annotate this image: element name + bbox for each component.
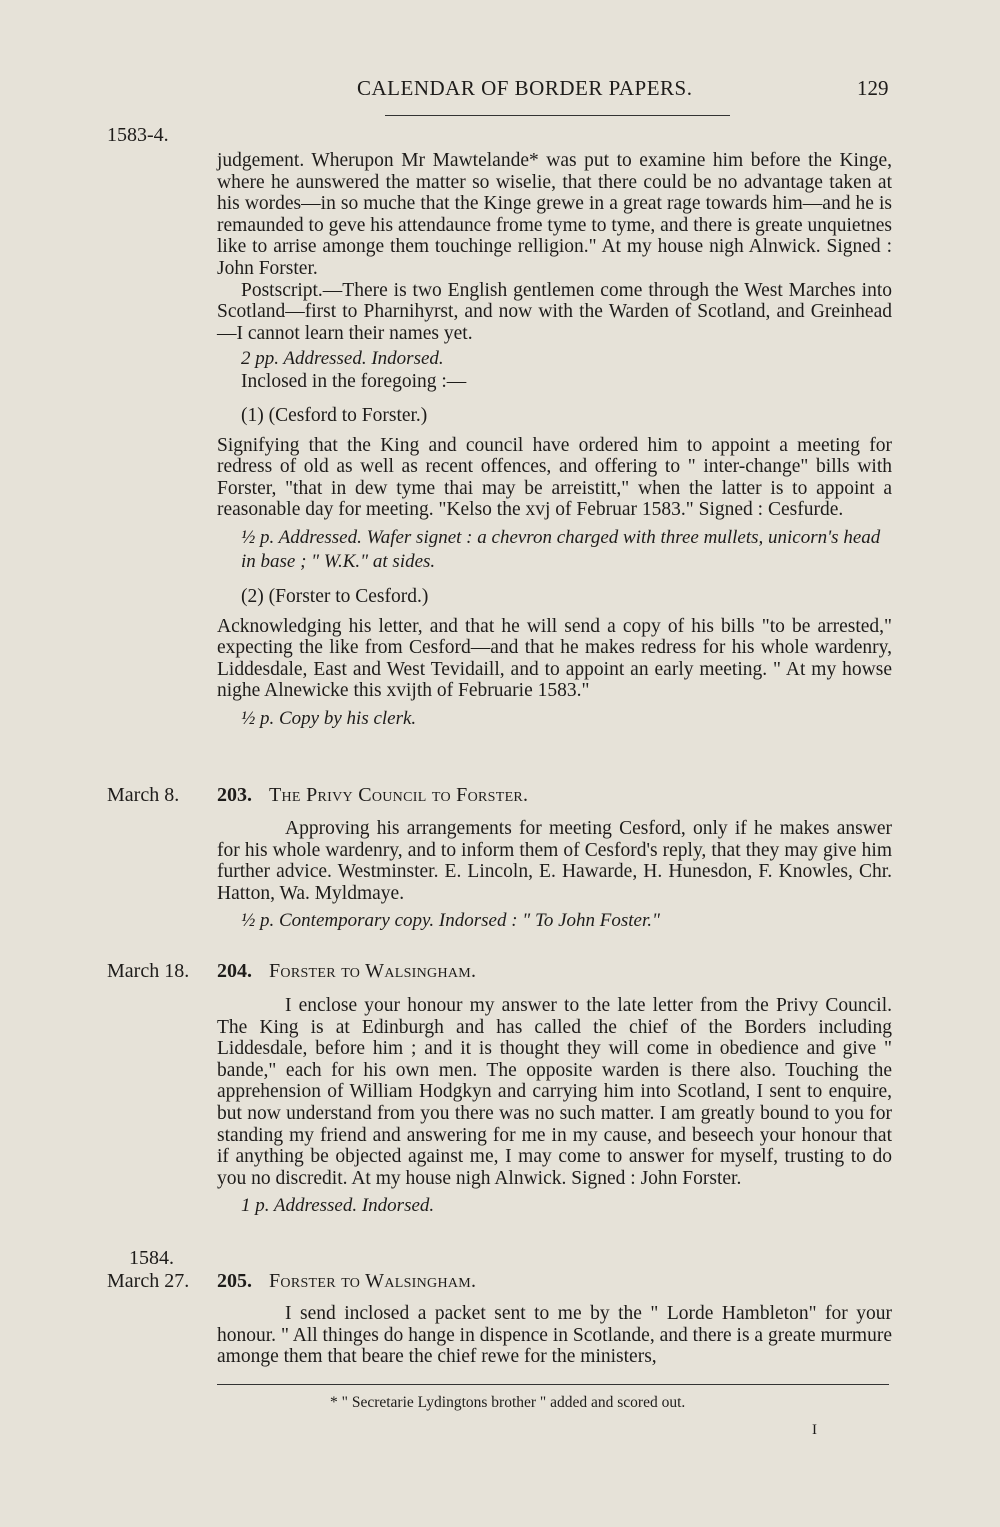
document-note: ½ p. Copy by his clerk.	[241, 707, 417, 729]
margin-year-1584: 1584.	[129, 1247, 174, 1269]
document-note: ½ p. Addressed. Wafer signet : a chevron charged with three mullets, unicorn's head in base ; " W.K." at sides.	[241, 526, 881, 572]
margin-date-205: March 27.	[107, 1270, 190, 1292]
entry-heading-203	[217, 784, 528, 807]
entry-body-205	[217, 1303, 892, 1368]
inclosure-label: Inclosed in the foregoing :—	[241, 371, 467, 393]
entry-title: The Privy Council to Forster.	[269, 784, 529, 806]
entry-body-204	[217, 995, 892, 1218]
entry-number: 203.	[217, 784, 252, 806]
letter-continuation	[217, 150, 892, 731]
margin-year-1583-4: 1583-4.	[107, 124, 169, 146]
inclosure-heading-1: (1) (Cesford to Forster.)	[241, 404, 428, 426]
running-head: CALENDAR OF BORDER PAPERS.	[357, 76, 693, 100]
postscript: Postscript.—There is two English gentlemen come through the West Marches into Scotland—first to Pharnihyrst, and now with the Warden of Scotland, and Greinhead—I cannot learn their names yet.	[217, 279, 892, 344]
entry-title: Forster to Walsingham.	[269, 1270, 477, 1292]
margin-date-203: March 8.	[107, 784, 180, 806]
entry-number: 205.	[217, 1270, 252, 1292]
header-rule	[385, 115, 730, 116]
document-note: 2 pp. Addressed. Indorsed.	[241, 348, 444, 370]
page-number: 129	[857, 76, 889, 100]
footnote-rule	[217, 1384, 889, 1385]
inclosure-heading-2: (2) (Forster to Cesford.)	[241, 585, 429, 607]
paragraph: I enclose your honour my answer to the late letter from the Privy Council. The King is at Edinburgh and has called the chief of the Borders including Liddesdale, before him ; and it is thought they will come in obedience and give " bande," each for his own men. The opposite warden is there also. Touching the apprehension of William Hodgkyn and carrying him into Scotland, I sent to enquire, but now understand from you there was no such matter. I am greatly bound to you for standing my friend and answering for me in my cause, and beseech your honour that if anything be objected against me, I may come to answer for myself, trusting to do you no discredit. At my house nigh Alnwick. Signed : John Forster.	[217, 995, 892, 1189]
paragraph: I send inclosed a packet sent to me by the " Lorde Hambleton" for your honour. " All thinges do hange in dispence in Scotlande, and there is a greate murmure amonge them that beare the chief rewe for the ministers,	[217, 1303, 892, 1368]
footnote: * " Secretarie Lydingtons brother " added and scored out.	[330, 1394, 686, 1411]
paragraph: Approving his arrangements for meeting Cesford, only if he makes answer for his whole wardenry, and to inform them of Cesford's reply, that they may give him further advice. Westminster. E. Lincoln, E. Hawarde, H. Hunesdon, F. Knowles, Chr. Hatton, Wa. Myldmaye.	[217, 818, 892, 904]
paragraph: Signifying that the King and council have ordered him to appoint a meeting for redress of old as well as recent offences, and offering to " inter-change" bills with Forster, "that in dew tyme thai may be arreistitt," when the latter is to appoint a reasonable day for meeting. "Kelso the xvj of Februar 1583." Signed : Cesfurde.	[217, 434, 892, 521]
signature-mark: I	[812, 1422, 817, 1438]
document-note: 1 p. Addressed. Indorsed.	[241, 1195, 435, 1217]
entry-heading-204	[217, 960, 476, 983]
entry-title: Forster to Walsingham.	[269, 960, 477, 982]
document-note: ½ p. Contemporary copy. Indorsed : " To John Foster."	[241, 910, 660, 932]
entry-body-203	[217, 818, 892, 933]
entry-heading-205	[217, 1270, 476, 1293]
paragraph: judgement. Wherupon Mr Mawtelande* was put to examine him before the Kinge, where he aunswered the matter so wiselie, that there could be no advantage taken at his wordes—in so muche that the Kinge grewe in a great rage towards him—and he is remaunded to geve his attendaunce frome tyme to tyme, and there is greate unquietnes like to arrise amonge them touchinge relligion." At my house nigh Alnwick. Signed : John Forster.	[217, 150, 892, 279]
entry-number: 204.	[217, 960, 252, 982]
paragraph: Acknowledging his letter, and that he will send a copy of his bills "to be arrested," expecting the like from Cesford—and that he makes redress for his whole wardenry, Liddesdale, East and West Tevidaill, and to appoint an early meeting. " At my howse nighe Alnewicke this xvijth of Februarie 1583."	[217, 615, 892, 702]
margin-date-204: March 18.	[107, 960, 190, 982]
